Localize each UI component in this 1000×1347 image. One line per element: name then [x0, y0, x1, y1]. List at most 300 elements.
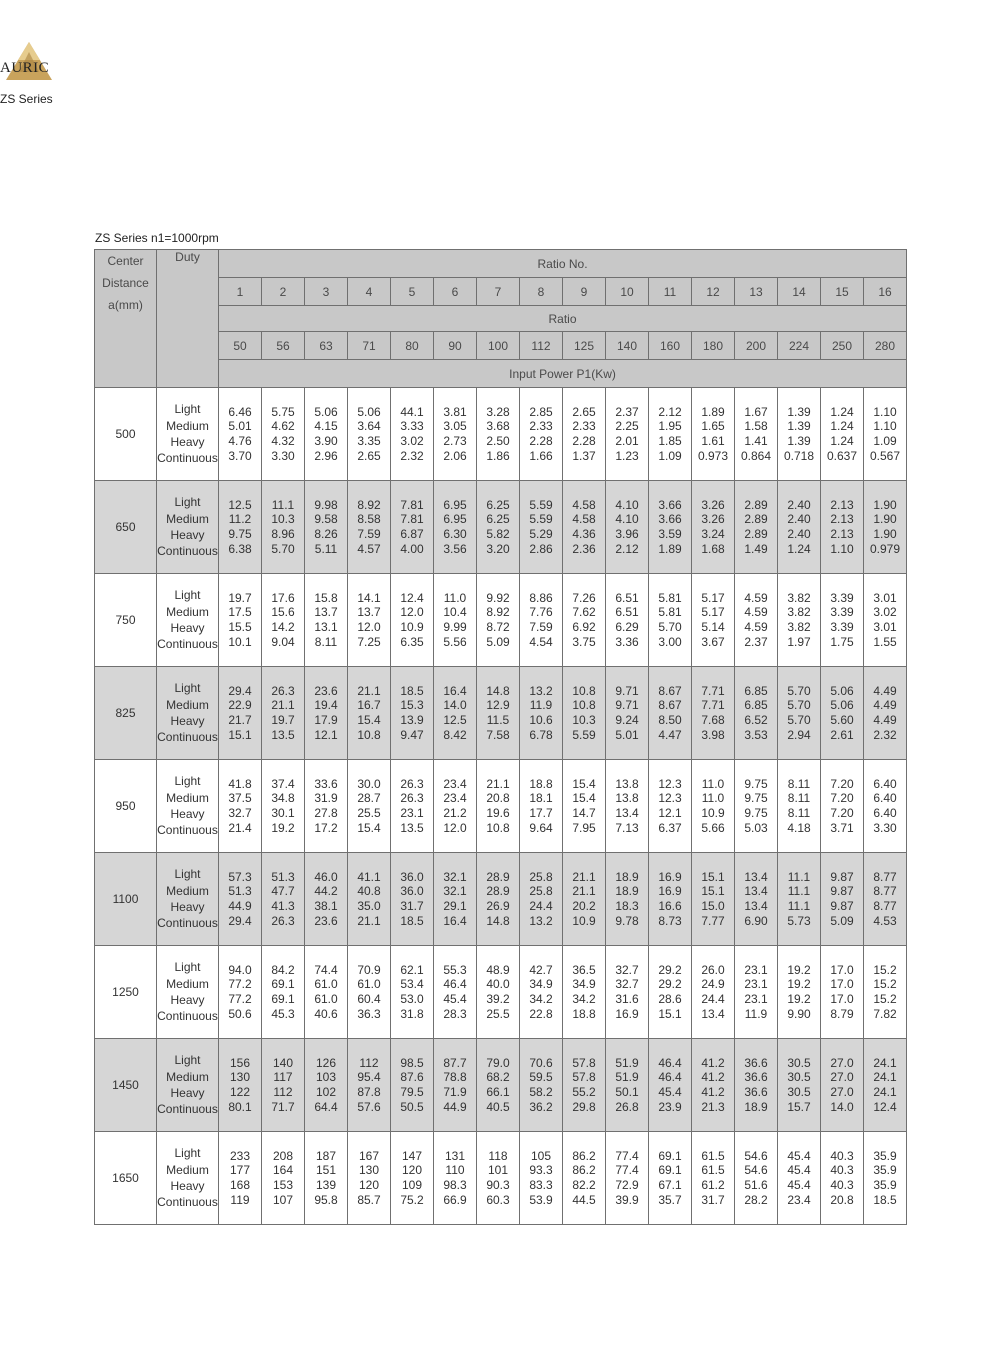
ratio-value-cell: 90: [434, 332, 477, 360]
power-value: 18.1: [529, 791, 553, 806]
power-value: 19.2: [271, 820, 295, 835]
power-value: 3.01: [873, 620, 897, 634]
power-value: 2.33: [529, 419, 553, 434]
power-value: 9.75: [744, 806, 768, 820]
power-value-cell: [821, 760, 864, 853]
power-value: 57.6: [357, 1099, 381, 1114]
power-value: 112: [273, 1085, 293, 1099]
power-value-cell: [434, 1132, 477, 1225]
power-value: 45.3: [271, 1006, 295, 1021]
power-value-cell: [219, 946, 262, 1039]
power-value: 2.89: [744, 512, 768, 527]
power-value: 40.3: [830, 1148, 854, 1163]
power-value: 85.7: [357, 1192, 381, 1207]
power-value: 35.9: [873, 1148, 897, 1163]
power-value-cell: [219, 481, 262, 574]
power-value-cell: [305, 667, 348, 760]
power-value: 2.40: [787, 512, 811, 527]
power-value: 12.4: [873, 1099, 897, 1114]
power-value: 7.20: [830, 806, 854, 820]
power-value-cell: [434, 853, 477, 946]
power-value: 17.0: [830, 962, 854, 977]
power-value: 10.8: [486, 820, 510, 835]
power-value-cell: [864, 388, 907, 481]
power-value: 78.8: [443, 1070, 467, 1085]
power-value: 11.9: [529, 698, 553, 713]
power-value: 0.979: [870, 541, 901, 556]
power-value: 233: [229, 1148, 251, 1163]
power-value: 4.10: [615, 512, 639, 527]
power-value: 21.1: [271, 698, 295, 713]
power-value: 8.58: [357, 512, 381, 527]
power-value-cell: [778, 574, 821, 667]
power-value: 86.2: [572, 1148, 596, 1163]
power-value: 12.5: [228, 497, 252, 512]
power-value: 153: [272, 1178, 294, 1192]
power-value-cell: [348, 1039, 391, 1132]
power-value-cell: [821, 481, 864, 574]
power-value-cell: [606, 760, 649, 853]
power-value: 6.52: [744, 713, 768, 727]
brand-logo: [0, 40, 60, 110]
data-row: [95, 388, 907, 481]
duty-label-light: Light: [174, 495, 201, 510]
power-value: 21.1: [486, 776, 510, 791]
power-value: 3.82: [787, 605, 811, 620]
power-value: 4.59: [744, 620, 768, 634]
power-value-cell: [305, 853, 348, 946]
power-value-cell: [477, 946, 520, 1039]
power-value: 2.37: [744, 634, 768, 649]
power-value: 5.70: [787, 713, 811, 727]
power-value: 6.37: [658, 820, 682, 835]
power-value: 126: [315, 1055, 337, 1070]
power-value: 8.11: [787, 806, 811, 820]
ratio-no-cell: 6: [434, 278, 477, 306]
duty-label-medium: Medium: [166, 697, 209, 712]
power-value: 5.17: [701, 590, 725, 605]
power-value: 9.71: [615, 683, 639, 698]
power-value: 31.8: [400, 1006, 424, 1021]
duty-label-medium: Medium: [166, 511, 209, 526]
power-value: 30.5: [787, 1055, 811, 1070]
power-value: 26.8: [615, 1099, 639, 1114]
data-row: [95, 1039, 907, 1132]
power-value: 29.2: [658, 977, 682, 992]
duty-label-light: Light: [174, 588, 201, 603]
power-value-cell: [348, 760, 391, 853]
power-value-cell: [778, 1039, 821, 1132]
power-value: 32.7: [615, 977, 639, 992]
power-value: 41.2: [701, 1055, 725, 1070]
duty-label-light: Light: [174, 1053, 201, 1068]
power-value: 3.53: [744, 727, 768, 742]
power-value: 4.57: [357, 541, 381, 556]
power-value: 1.24: [830, 419, 854, 434]
power-value: 20.2: [572, 899, 596, 913]
power-value: 15.1: [658, 1006, 682, 1021]
power-value: 6.95: [443, 497, 467, 512]
power-value: 10.4: [443, 605, 467, 620]
power-value: 5.01: [228, 419, 252, 434]
power-value: 60.4: [357, 992, 381, 1006]
power-value-cell: [735, 667, 778, 760]
power-value: 9.75: [228, 527, 252, 541]
power-value-cell: [477, 574, 520, 667]
power-value: 14.2: [271, 620, 295, 634]
power-value-cell: [520, 574, 563, 667]
power-value: 6.25: [486, 512, 510, 527]
center-distance-header-line: Center: [107, 254, 144, 268]
power-value: 34.8: [271, 791, 295, 806]
power-value: 102: [315, 1085, 337, 1099]
power-value: 68.2: [486, 1070, 510, 1085]
power-value-cell: [477, 853, 520, 946]
power-value: 15.2: [873, 962, 897, 977]
power-value: 31.7: [701, 1192, 725, 1207]
power-value: 2.40: [787, 527, 811, 541]
power-value: 3.82: [787, 590, 811, 605]
power-value: 147: [401, 1148, 423, 1163]
input-power-label: Input Power P1(Kw): [219, 360, 907, 388]
duty-labels: [157, 760, 219, 853]
data-row: [95, 481, 907, 574]
power-value: 79.5: [400, 1085, 424, 1099]
duty-label-light: Light: [174, 960, 201, 975]
power-value: 13.7: [357, 605, 381, 620]
power-value: 5.14: [701, 620, 725, 634]
power-value: 54.6: [744, 1163, 768, 1178]
power-value: 95.4: [357, 1070, 381, 1085]
power-value: 8.50: [658, 713, 682, 727]
power-value-cell: [692, 388, 735, 481]
power-value: 41.2: [701, 1085, 725, 1099]
ratio-no-cell: 1: [219, 278, 262, 306]
power-value-cell: [434, 388, 477, 481]
power-value-cell: [649, 946, 692, 1039]
power-value: 2.12: [615, 541, 639, 556]
power-value: 5.59: [529, 512, 553, 527]
power-value-cell: [864, 1132, 907, 1225]
power-value: 33.6: [314, 776, 338, 791]
power-value: 41.1: [357, 869, 381, 884]
power-value: 19.4: [314, 698, 338, 713]
duty-label-medium: Medium: [166, 1069, 209, 1084]
power-value: 87.8: [357, 1085, 381, 1099]
power-value: 7.20: [830, 791, 854, 806]
power-value-cell: [563, 574, 606, 667]
power-value-cell: [391, 760, 434, 853]
power-value: 15.2: [873, 977, 897, 992]
power-value: 83.3: [529, 1178, 553, 1192]
brand-name: AURIC: [0, 60, 50, 76]
power-value: 18.8: [529, 776, 553, 791]
power-value: 10.3: [572, 713, 596, 727]
power-value: 4.62: [271, 419, 295, 434]
power-value: 4.47: [658, 727, 682, 742]
power-value: 3.39: [830, 590, 854, 605]
power-value: 3.70: [228, 448, 252, 463]
power-value: 82.2: [572, 1178, 596, 1192]
power-value: 34.9: [572, 977, 596, 992]
power-value-cell: [821, 853, 864, 946]
power-value: 1.75: [830, 634, 854, 649]
power-value-cell: [864, 481, 907, 574]
power-value: 13.2: [529, 683, 553, 698]
power-value: 26.3: [271, 913, 295, 928]
duty-label-continuous: Continuous: [157, 1102, 218, 1117]
power-value-cell: [563, 481, 606, 574]
power-value: 11.1: [271, 497, 295, 512]
power-value: 10.1: [228, 634, 252, 649]
duty-label-medium: Medium: [166, 976, 209, 991]
duty-labels: [157, 853, 219, 946]
power-value: 13.8: [615, 791, 639, 806]
power-value-cell: [864, 760, 907, 853]
power-value: 24.1: [873, 1055, 897, 1070]
ratio-no-cell: 2: [262, 278, 305, 306]
power-value: 1.58: [744, 419, 768, 434]
power-value-cell: [735, 1132, 778, 1225]
power-value: 15.4: [572, 791, 596, 806]
power-value: 2.36: [572, 541, 596, 556]
power-value: 12.3: [658, 791, 682, 806]
power-value: 21.3: [701, 1099, 725, 1114]
power-value: 8.77: [873, 869, 897, 884]
power-value: 7.59: [357, 527, 381, 541]
power-value-cell: [434, 946, 477, 1039]
duty-label-light: Light: [174, 774, 201, 789]
power-value: 50.5: [400, 1099, 424, 1114]
power-value: 9.87: [830, 869, 854, 884]
power-value: 75.2: [400, 1192, 424, 1207]
duty-header: Duty: [157, 250, 219, 388]
power-value: 0.864: [740, 448, 772, 463]
power-value: 1.55: [873, 634, 897, 649]
power-value-cell: [520, 667, 563, 760]
power-value: 15.6: [271, 605, 295, 620]
power-value: 208: [272, 1148, 294, 1163]
power-value: 9.87: [830, 884, 854, 899]
power-value: 2.33: [572, 419, 596, 434]
power-value: 18.5: [400, 683, 424, 698]
power-value: 1.85: [658, 434, 682, 448]
power-value: 5.70: [271, 541, 295, 556]
data-row: [95, 760, 907, 853]
power-value: 177: [229, 1163, 251, 1178]
power-value: 12.1: [658, 806, 682, 820]
power-value: 3.01: [873, 590, 897, 605]
duty-labels: [157, 481, 219, 574]
power-value: 6.40: [873, 806, 897, 820]
power-value: 22.8: [529, 1006, 553, 1021]
power-value: 55.3: [443, 962, 467, 977]
power-value: 0.637: [826, 448, 858, 463]
power-value: 11.0: [701, 776, 725, 791]
power-value: 151: [315, 1163, 337, 1178]
power-value: 3.68: [486, 419, 510, 434]
power-value: 47.7: [271, 884, 295, 899]
power-value: 24.4: [701, 992, 725, 1006]
duty-label-medium: Medium: [166, 790, 209, 805]
power-value: 77.2: [228, 992, 252, 1006]
power-value: 11.1: [787, 899, 811, 913]
power-value-cell: [821, 574, 864, 667]
power-value: 32.7: [615, 962, 639, 977]
power-value: 25.8: [529, 869, 553, 884]
power-value: 5.82: [486, 527, 510, 541]
power-value: 3.81: [443, 404, 467, 419]
power-value: 40.3: [830, 1163, 854, 1178]
power-value: 62.1: [400, 962, 424, 977]
power-value: 5.06: [314, 404, 338, 419]
power-value: 5.59: [572, 727, 596, 742]
power-value-cell: [219, 667, 262, 760]
ratio-value-cell: 80: [391, 332, 434, 360]
power-value: 15.0: [701, 899, 725, 913]
center-distance-value: 500: [95, 388, 157, 481]
power-value: 101: [487, 1163, 509, 1178]
power-value-cell: [563, 1039, 606, 1132]
power-value-cell: [692, 574, 735, 667]
power-value: 2.50: [486, 434, 510, 448]
ratio-no-cell: 15: [821, 278, 864, 306]
power-value: 18.5: [400, 913, 424, 928]
power-value: 2.89: [744, 527, 768, 541]
power-value: 2.96: [314, 448, 338, 463]
power-value: 54.6: [744, 1148, 768, 1163]
power-value: 57.8: [572, 1055, 596, 1070]
power-value: 13.4: [615, 806, 639, 820]
duty-label-continuous: Continuous: [157, 916, 218, 931]
duty-label-medium: Medium: [166, 883, 209, 898]
power-value: 51.9: [615, 1070, 639, 1085]
power-value: 13.9: [400, 713, 424, 727]
power-value-cell: [821, 388, 864, 481]
duty-label-heavy: Heavy: [170, 993, 205, 1007]
power-value: 0.973: [697, 448, 729, 463]
power-value-cell: [305, 388, 348, 481]
power-value: 2.65: [357, 448, 381, 463]
power-value: 2.25: [615, 419, 639, 434]
power-value: 40.0: [486, 977, 510, 992]
power-value: 18.5: [873, 1192, 897, 1207]
power-value: 156: [229, 1055, 251, 1070]
power-value: 1.90: [873, 527, 897, 541]
power-value: 17.7: [529, 806, 553, 820]
power-value: 4.10: [615, 497, 639, 512]
center-distance-value: 1250: [95, 946, 157, 1039]
duty-labels: [157, 667, 219, 760]
power-value-cell: [434, 760, 477, 853]
center-distance-value: 950: [95, 760, 157, 853]
power-value: 14.0: [830, 1099, 854, 1114]
power-value: 32.1: [443, 884, 467, 899]
ratio-label: Ratio: [219, 306, 907, 332]
power-value: 50.1: [615, 1085, 639, 1099]
power-value: 10.6: [529, 713, 553, 727]
power-value: 30.5: [787, 1070, 811, 1085]
ratio-no-cell: 13: [735, 278, 778, 306]
power-value: 13.4: [744, 869, 768, 884]
power-value: 11.1: [787, 884, 811, 899]
power-value: 5.11: [314, 541, 338, 556]
power-value: 1.90: [873, 497, 897, 512]
power-value: 16.9: [615, 1006, 639, 1021]
power-value: 14.8: [486, 683, 510, 698]
power-value: 1.49: [744, 541, 768, 556]
power-value: 122: [229, 1085, 251, 1099]
power-value: 6.85: [744, 698, 768, 713]
power-value: 51.3: [228, 884, 252, 899]
power-value: 95.8: [314, 1192, 338, 1207]
power-value: 5.75: [271, 404, 295, 419]
power-value: 6.87: [400, 527, 424, 541]
ratio-value-cell: 100: [477, 332, 520, 360]
power-value-cell: [262, 1039, 305, 1132]
center-distance-value: 650: [95, 481, 157, 574]
power-value: 107: [272, 1192, 294, 1207]
duty-label-continuous: Continuous: [157, 544, 218, 559]
power-value: 2.06: [443, 448, 467, 463]
duty-label-heavy: Heavy: [170, 435, 205, 449]
power-value: 6.78: [529, 727, 553, 742]
power-value: 112: [359, 1055, 379, 1070]
power-value-cell: [692, 853, 735, 946]
power-value: 40.5: [486, 1099, 510, 1114]
power-value: 46.4: [443, 977, 467, 992]
power-value-cell: [563, 946, 606, 1039]
power-value: 6.40: [873, 791, 897, 806]
power-value-cell: [649, 1132, 692, 1225]
power-value-cell: [219, 853, 262, 946]
power-value: 5.60: [830, 713, 854, 727]
power-value-cell: [262, 667, 305, 760]
power-value: 36.3: [357, 1006, 381, 1021]
power-value: 139: [315, 1178, 337, 1192]
power-value: 3.35: [357, 434, 381, 448]
power-value: 4.58: [572, 512, 596, 527]
ratio-no-cell: 3: [305, 278, 348, 306]
power-value: 17.9: [314, 713, 338, 727]
power-value: 16.9: [658, 869, 682, 884]
power-value: 2.13: [830, 512, 854, 527]
power-value: 7.71: [701, 683, 725, 698]
power-value: 39.9: [615, 1192, 639, 1207]
power-value: 45.4: [787, 1163, 811, 1178]
power-value: 13.1: [314, 620, 338, 634]
power-value: 10.8: [572, 683, 596, 698]
power-value: 3.66: [658, 497, 682, 512]
power-value: 21.4: [228, 820, 252, 835]
power-value: 23.6: [314, 913, 338, 928]
power-value-cell: [821, 1132, 864, 1225]
power-value: 3.36: [615, 634, 639, 649]
power-value: 16.7: [357, 698, 381, 713]
power-value: 1.65: [701, 419, 725, 434]
power-value: 21.7: [228, 713, 252, 727]
power-value: 2.32: [873, 727, 897, 742]
power-value-cell: [391, 853, 434, 946]
power-value-cell: [520, 481, 563, 574]
power-value: 19.2: [787, 992, 811, 1006]
power-value: 13.2: [529, 913, 553, 928]
power-value: 40.6: [314, 1006, 338, 1021]
power-value: 5.06: [830, 683, 854, 698]
power-value: 23.4: [787, 1192, 811, 1207]
power-value: 2.28: [572, 434, 596, 448]
center-distance-value: 1100: [95, 853, 157, 946]
